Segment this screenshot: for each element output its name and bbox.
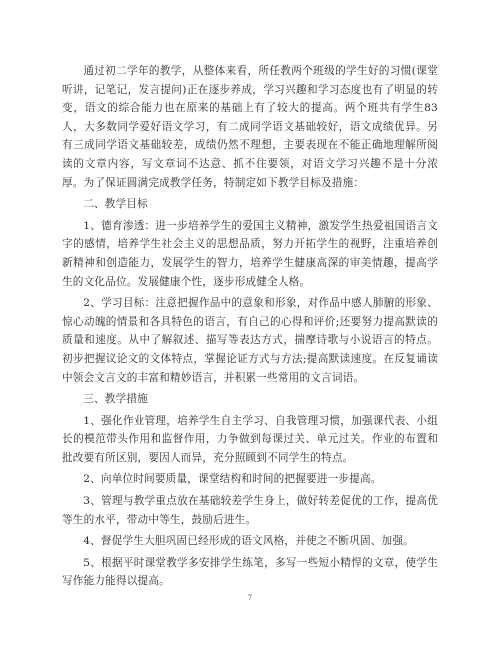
intro-paragraph: 通过初二学年的教学，从整体来看，所任教两个班级的学生好的习惯(课堂听讲，记笔记，发言提问)正在逐步养成，学习兴趣和学习态度也有了明显的转变，语文的综合能力也在原来的基础上有了较大的提高。两个班共有学生83人，大多数同学爱好语文学习，有二成同学语文基础较好，语文成绩优异。另有三成同学语文基础较差，成绩仍然不理想，主要表现在不能正确地理解所阅读的文章内容，写文章词不达意、抓不住要领，对语文学习兴趣不是十分浓厚。为了保证圆满完成教学任务，特制定如下教学目标及措施：	[62, 65, 438, 189]
measure-2-paragraph: 2、向单位时间要质量，课堂结构和时间的把握要进一步提高。	[83, 473, 382, 486]
measure-3-paragraph: 3、管理与教学重点放在基础较差学生身上，做好转差促优的工作，提高优等生的水平，带动中等生，鼓励后进生。	[62, 495, 438, 526]
measure-5-paragraph: 5、根据平时课堂教学多安排学生练笔，多写一些短小精悍的文章，使学生写作能力能得以提高。	[62, 556, 438, 588]
measure-4-paragraph: 4、督促学生大胆巩固已经形成的语文风格，并使之不断巩固、加强。	[83, 535, 414, 548]
goal-learning-paragraph: 2、学习目标：注意把握作品中的意象和形象，对作品中感人肺腑的形象、惊心动魄的情景和各具特色的语言，有自己的心得和评价;还要努力提高默读的质量和速度。从中了解叙述、描写等表达方式，揣摩诗歌与小说语言的特点。初步把握议论文的文体特点，掌握论证方式与方法;提高默读速度。在反复诵读中领会文言文的丰富和精妙语言，并积累一些常用的文言词语。	[62, 297, 438, 384]
goal-moral-paragraph: 1、德育渗透：进一步培养学生的爱国主义精神，激发学生热爱祖国语言文字的感情，培养学生社会主义的思想品质，努力开拓学生的视野，注重培养创新精神和创造能力，发展学生的智力，培养学生健康高深的审美情趣，提高学生的文化品位。发展健康个性，逐步形成健全人格。	[62, 219, 438, 288]
measure-1-paragraph: 1、强化作业管理，培养学生自主学习、自我管理习惯，加强课代表、小组长的模范带头作用和监督作用，力争做到每课过关、单元过关。作业的布置和批改要有所区别，要因人而异，充分照顾到不同学生的特点。	[62, 414, 438, 464]
page-number: 7	[247, 594, 253, 602]
section-heading-measures: 三、教学措施	[83, 393, 148, 406]
document-body	[62, 62, 438, 591]
section-heading-goals: 二、教学目标	[83, 198, 148, 211]
